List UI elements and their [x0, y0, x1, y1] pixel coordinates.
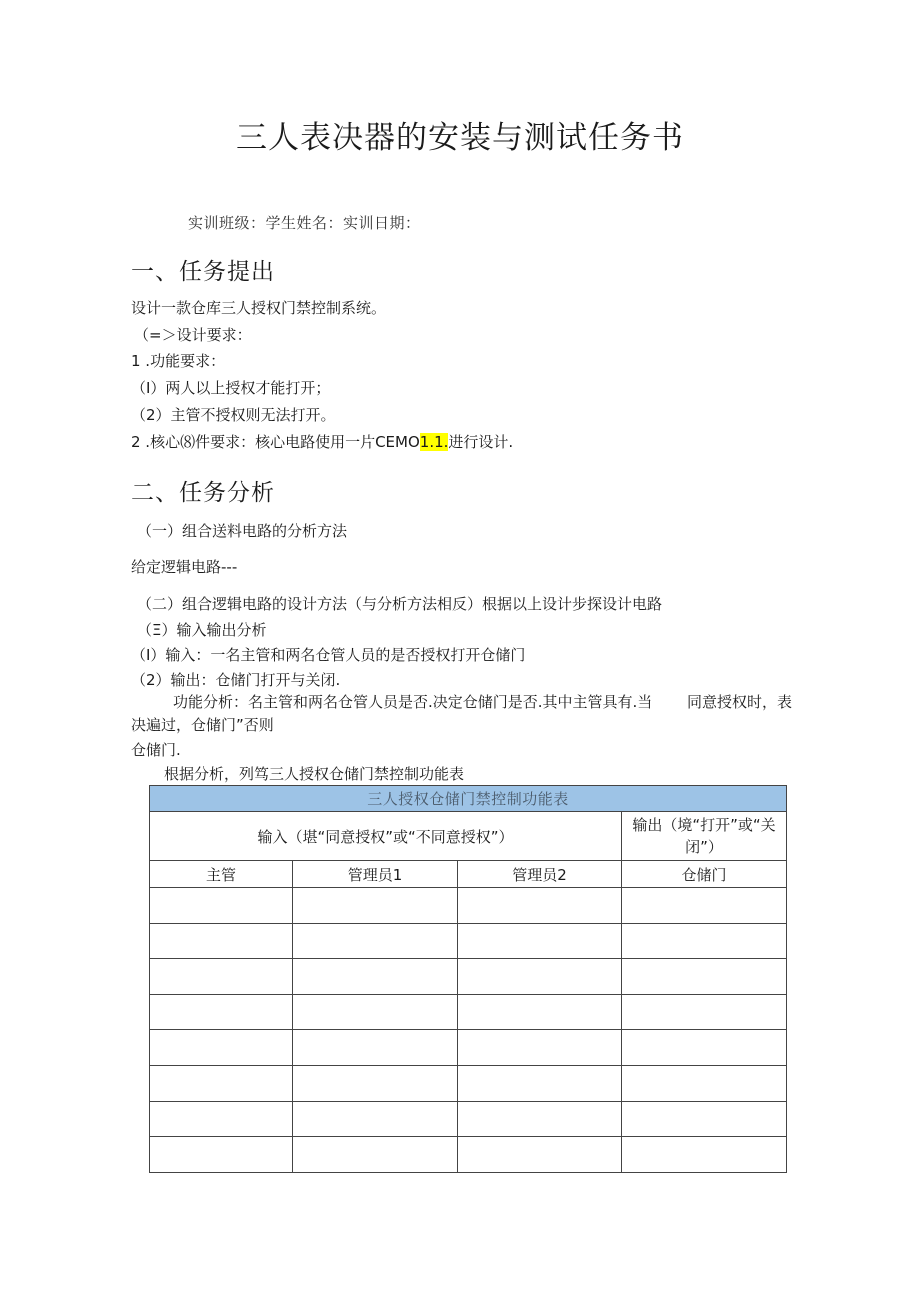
core-text-pre: 2 .核心⑻件要求：核心电路使用一片CEMO — [131, 433, 420, 451]
section1-line: （2）主管不授权则无法打开。 — [131, 406, 336, 424]
table-cell — [150, 1030, 293, 1066]
table-cell — [622, 923, 787, 959]
table-cell — [458, 888, 622, 924]
func-analysis-c: 决遍过，仓储门”否则 — [131, 716, 274, 734]
table-cell — [622, 1030, 787, 1066]
table-cell — [458, 1065, 622, 1101]
table-cell — [458, 959, 622, 995]
func-analysis-b: 同意授权时，表 — [687, 693, 793, 711]
table-cell — [458, 923, 622, 959]
output-header: 输出（境“打开”或“关闭”） — [622, 812, 787, 861]
table-body — [150, 888, 787, 1173]
table-cell — [622, 888, 787, 924]
section2-line: （Ξ）输入输出分析 — [137, 621, 267, 639]
section1-line: （=＞设计要求： — [134, 326, 252, 344]
table-cell — [622, 959, 787, 995]
table-cell — [293, 1137, 458, 1173]
table-cell — [458, 1101, 622, 1137]
section1-line: 设计一款仓库三人授权门禁控制系统。 — [131, 299, 387, 317]
table-cell — [150, 1101, 293, 1137]
section2-heading: 二、任务分析 — [131, 480, 275, 506]
table-row — [150, 994, 787, 1030]
table-cell — [293, 888, 458, 924]
table-cell — [150, 923, 293, 959]
function-table — [149, 785, 787, 1173]
table-cell — [622, 1101, 787, 1137]
column-header: 管理员1 — [293, 861, 458, 888]
table-cell — [293, 959, 458, 995]
table-row — [150, 923, 787, 959]
table-row — [150, 1137, 787, 1173]
input-header: 输入（堪“同意授权”或“不同意授权”） — [150, 812, 622, 861]
table-intro: 根据分析，列笃三人授权仓储门禁控制功能表 — [164, 765, 465, 783]
table-cell — [458, 994, 622, 1030]
func-analysis-a: 功能分析：名主管和两名仓管人员是否.决定仓储门是否.其中主管具有.当 — [173, 693, 653, 711]
section1-line-core — [131, 432, 513, 452]
section2-line: （2）输出：仓储门打开与关闭. — [131, 671, 341, 689]
table-cell — [293, 994, 458, 1030]
table-cell — [150, 959, 293, 995]
table-cell — [458, 1137, 622, 1173]
table-cell — [150, 1065, 293, 1101]
table-cell — [622, 1065, 787, 1101]
table-cell — [293, 1030, 458, 1066]
section1-line: 1 .功能要求： — [131, 352, 226, 370]
table-cell — [150, 1137, 293, 1173]
table-row — [150, 888, 787, 924]
table-cell — [293, 1065, 458, 1101]
table-cell — [458, 1030, 622, 1066]
core-text-post: 进行设计. — [448, 433, 514, 451]
info-line: 实训班级：学生姓名：实训日期： — [188, 214, 421, 232]
section2-line: （I）输入：一名主管和两名仓管人员的是否授权打开仓储门 — [131, 646, 526, 664]
column-header: 管理员2 — [458, 861, 622, 888]
table-cell — [622, 1137, 787, 1173]
column-header: 仓储门 — [622, 861, 787, 888]
highlighted-text: 1.1. — [419, 433, 449, 451]
column-header: 主管 — [150, 861, 293, 888]
section2-line: （一）组合送料电路的分析方法 — [137, 522, 348, 540]
section1-heading: 一、任务提出 — [131, 259, 275, 285]
section2-line: 给定逻辑电路--- — [131, 558, 238, 576]
table-cell — [622, 994, 787, 1030]
table-row — [150, 959, 787, 995]
table-row — [150, 1065, 787, 1101]
table-row — [150, 1030, 787, 1066]
page-title: 三人表决器的安装与测试任务书 — [236, 120, 684, 156]
table-cell — [150, 888, 293, 924]
section1-line: （I）两人以上授权才能打开； — [131, 379, 331, 397]
table-cell — [293, 923, 458, 959]
table-cell — [150, 994, 293, 1030]
table-cell — [293, 1101, 458, 1137]
table-row — [150, 1101, 787, 1137]
section2-line: （二）组合逻辑电路的设计方法（与分析方法相反）根据以上设计步探设计电路 — [137, 595, 663, 613]
table-caption: 三人授权仓储门禁控制功能表 — [150, 786, 787, 812]
func-analysis-d: 仓储门. — [131, 741, 181, 759]
